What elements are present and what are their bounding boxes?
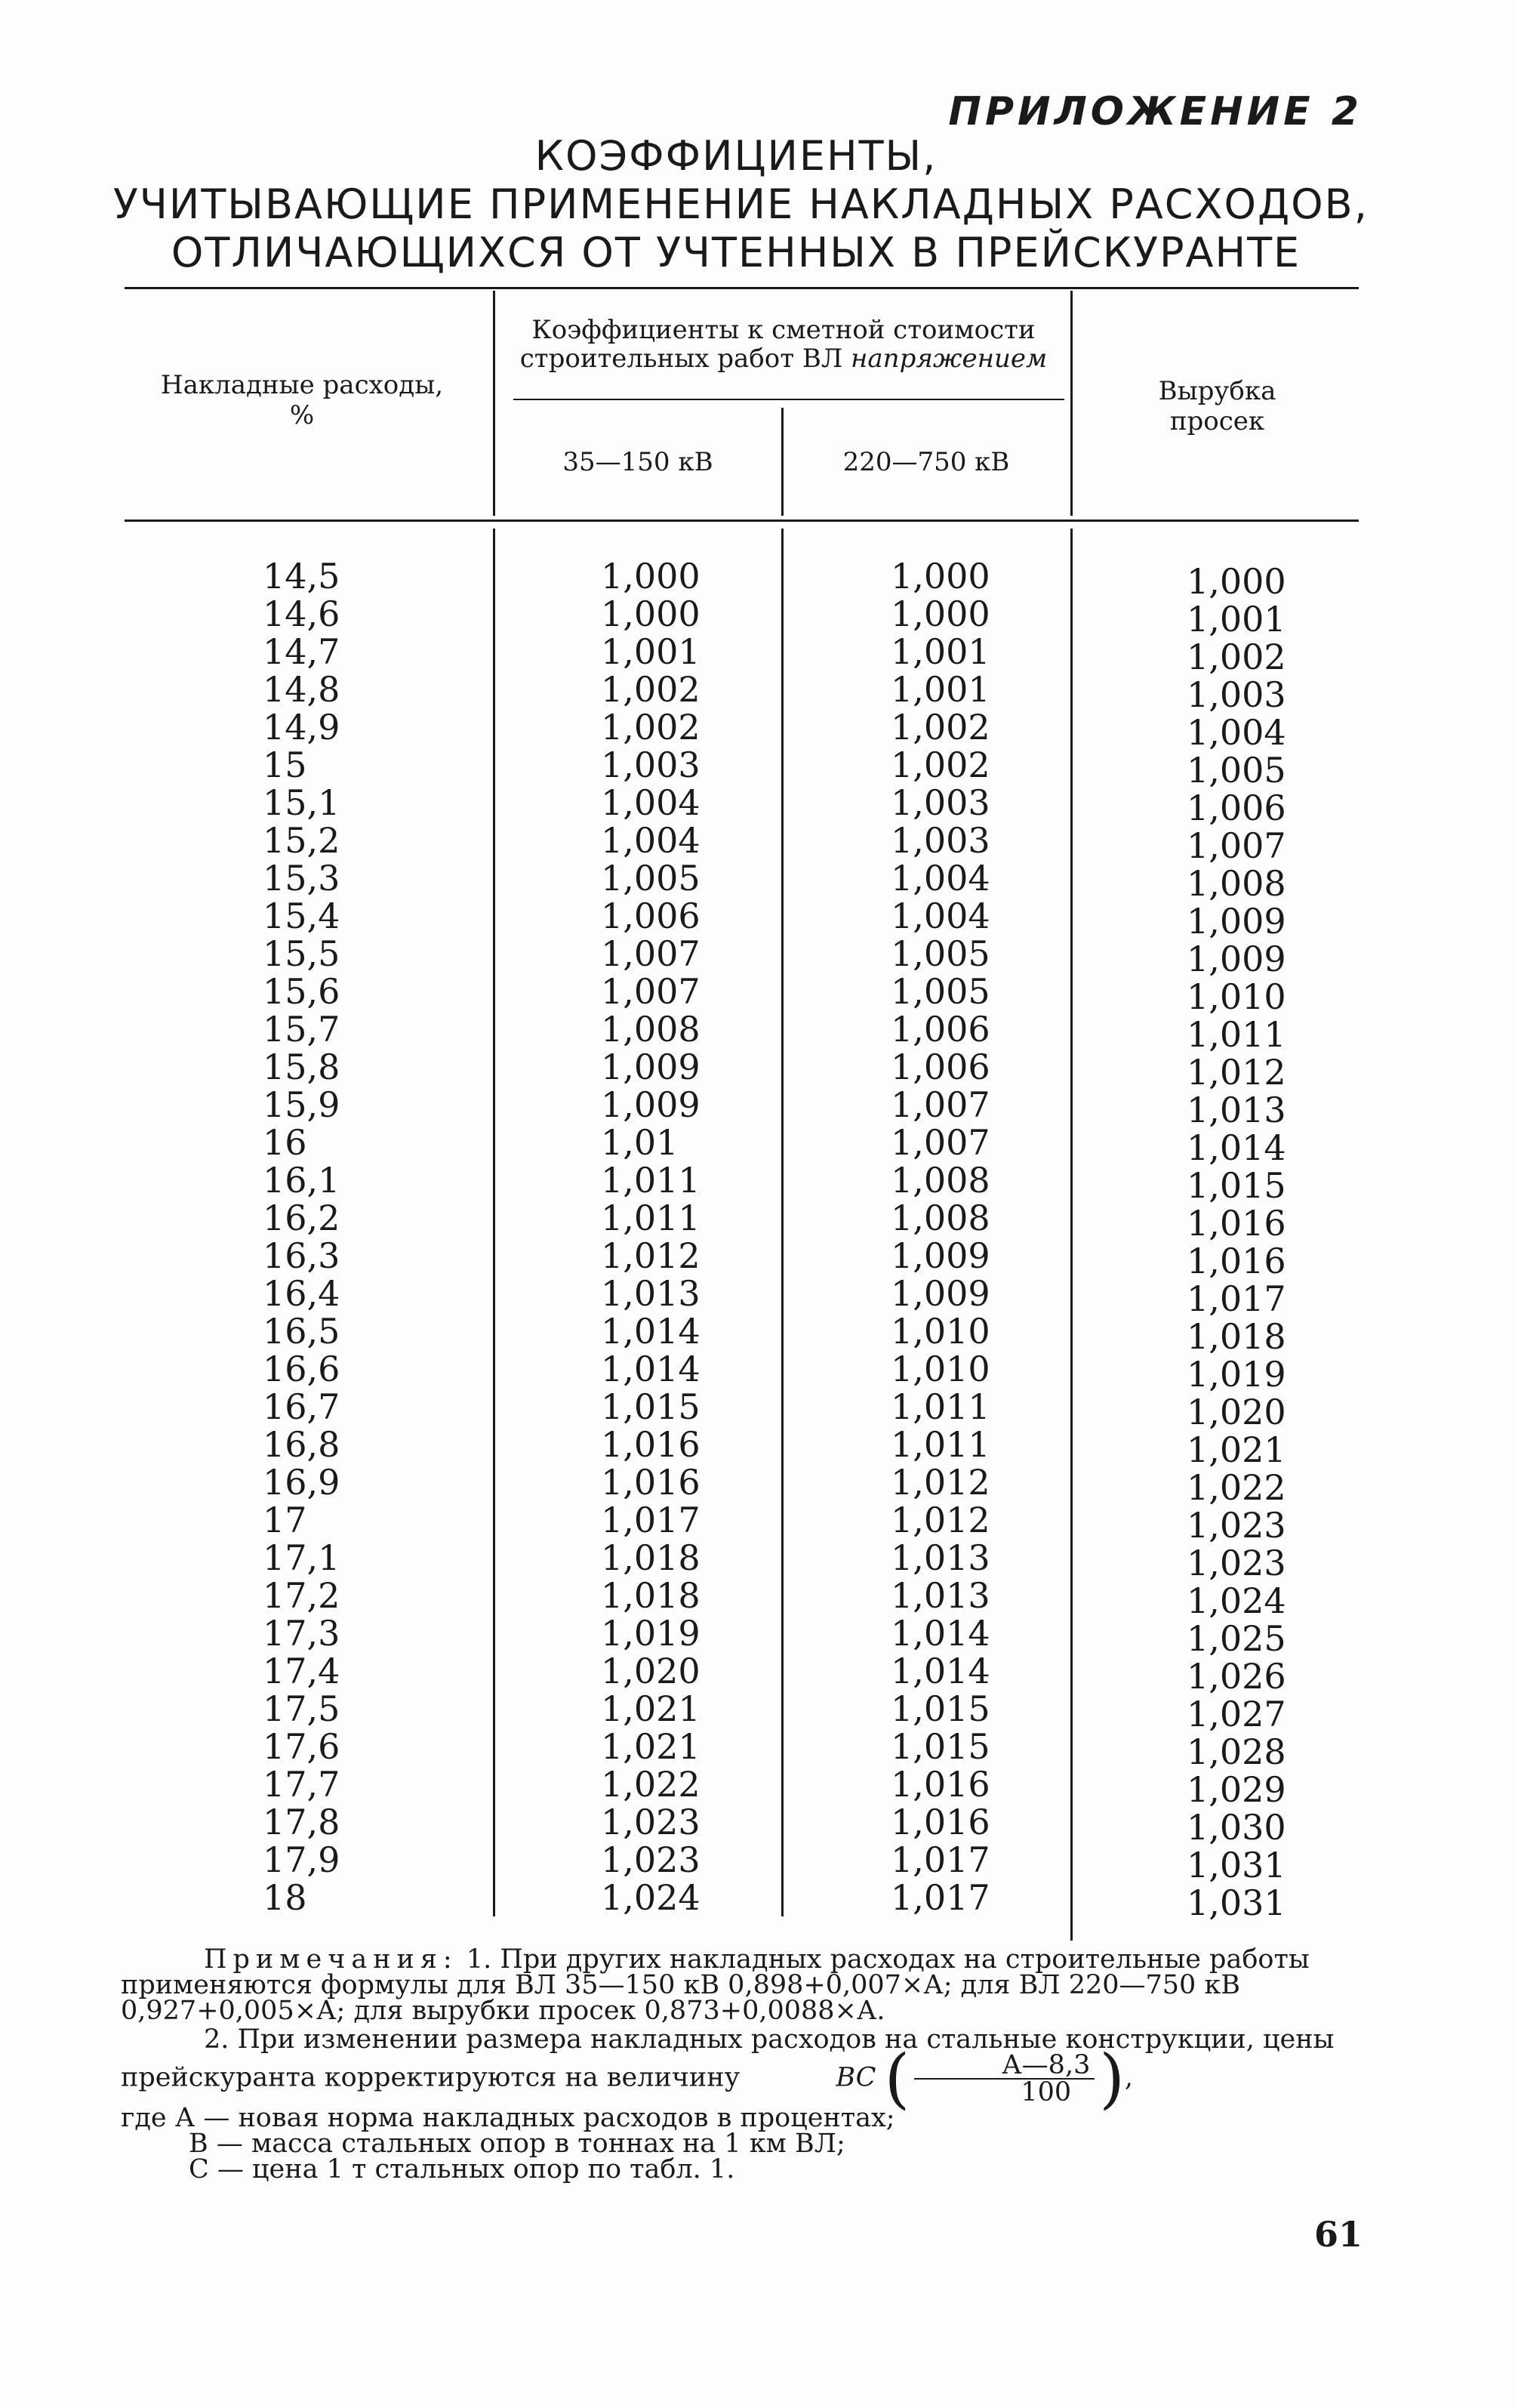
- coef-220-750-cell: 1,004: [891, 896, 990, 936]
- coef-35-150-cell: 1,019: [601, 1613, 701, 1654]
- coef-220-750-cell: 1,009: [891, 1235, 990, 1276]
- overhead-cell: 16,7: [263, 1386, 340, 1427]
- clearing-cell: 1,005: [1187, 750, 1286, 791]
- overhead-cell: 16,3: [263, 1235, 340, 1276]
- clearing-cell: 1,029: [1187, 1769, 1286, 1810]
- header-35-150: 35—150 кВ: [562, 447, 713, 477]
- coef-35-150-cell: 1,014: [601, 1349, 701, 1389]
- coef-35-150-cell: 1,001: [601, 631, 701, 672]
- overhead-cell: 16,6: [263, 1349, 340, 1389]
- coef-35-150-cell: 1,023: [601, 1802, 701, 1842]
- clearing-cell: 1,011: [1187, 1014, 1286, 1055]
- clearing-cell: 1,009: [1187, 939, 1286, 979]
- coef-35-150-cell: 1,016: [601, 1462, 701, 1503]
- coef-35-150-cell: 1,011: [601, 1198, 701, 1238]
- coef-220-750-cell: 1,017: [891, 1839, 990, 1880]
- correction-formula: BC ( $\frac{А—8,3}{100}$ ),: [836, 2041, 1134, 2117]
- clearing-cell: 1,018: [1187, 1316, 1286, 1357]
- coef-35-150-cell: 1,01: [601, 1122, 679, 1163]
- coef-220-750-cell: 1,001: [891, 631, 990, 672]
- overhead-cell: 17,3: [263, 1613, 340, 1654]
- coef-220-750-cell: 1,006: [891, 1047, 990, 1087]
- clearing-cell: 1,030: [1187, 1807, 1286, 1848]
- overhead-cell: 17,1: [263, 1537, 340, 1578]
- note-1: 1. При других накладных расходах на строительные работы применяются формулы для ВЛ 35—150 кВ 0,898+0,007×А; для ВЛ 220—750 кВ 0,927+0,005×А; для вырубки просек 0,873+0,0088×А.: [121, 1944, 1310, 2026]
- coef-35-150-cell: 1,017: [601, 1500, 701, 1540]
- overhead-cell: 14,9: [263, 707, 340, 748]
- coef-220-750-cell: 1,006: [891, 1009, 990, 1050]
- overhead-cell: 14,5: [263, 556, 340, 597]
- column-divider-1-body: [493, 529, 495, 1916]
- overhead-cell: 16,8: [263, 1424, 340, 1465]
- header-coefficients: Коэффициенты к сметной стоимости строительных работ ВЛ напряжением: [519, 315, 1048, 374]
- header-220-750: 220—750 кВ: [842, 447, 1010, 477]
- coef-35-150-cell: 1,003: [601, 745, 701, 785]
- coef-220-750-cell: 1,015: [891, 1688, 990, 1729]
- coef-220-750-cell: 1,003: [891, 782, 990, 823]
- header-clearing: Вырубка просек: [1158, 376, 1276, 436]
- coef-35-150-cell: 1,002: [601, 707, 701, 748]
- coef-220-750-cell: 1,008: [891, 1198, 990, 1238]
- coef-220-750-cell: 1,010: [891, 1349, 990, 1389]
- overhead-cell: 16,4: [263, 1273, 340, 1314]
- column-divider-2-body: [781, 529, 784, 1916]
- coef-35-150-cell: 1,002: [601, 669, 701, 710]
- coef-220-750-cell: 1,000: [891, 556, 990, 597]
- title-line-3: ОТЛИЧАЮЩИХСЯ ОТ УЧТЕННЫХ В ПРЕЙСКУРАНТЕ: [171, 229, 1301, 276]
- table-top-rule: [125, 287, 1359, 289]
- overhead-cell: 17,8: [263, 1802, 340, 1842]
- coef-35-150-cell: 1,000: [601, 556, 701, 597]
- coef-220-750-cell: 1,005: [891, 933, 990, 974]
- column-divider-3: [781, 408, 784, 516]
- clearing-cell: 1,009: [1187, 901, 1286, 942]
- overhead-cell: 17,4: [263, 1651, 340, 1691]
- overhead-cell: 15,4: [263, 896, 340, 936]
- coef-35-150-cell: 1,006: [601, 896, 701, 936]
- coef-220-750-cell: 1,011: [891, 1424, 990, 1465]
- column-overhead: [263, 557, 340, 1916]
- coef-35-150-cell: 1,004: [601, 820, 701, 861]
- coef-35-150-cell: 1,014: [601, 1311, 701, 1352]
- appendix-label: ПРИЛОЖЕНИЕ 2: [948, 89, 1363, 134]
- overhead-cell: 16,9: [263, 1462, 340, 1503]
- coef-35-150-cell: 1,012: [601, 1235, 701, 1276]
- clearing-cell: 1,020: [1187, 1392, 1286, 1432]
- header-bottom-rule: [125, 520, 1359, 522]
- coef-35-150-cell: 1,023: [601, 1839, 701, 1880]
- clearing-cell: 1,024: [1187, 1580, 1286, 1621]
- coef-220-750-cell: 1,007: [891, 1122, 990, 1163]
- column-clearing: [1187, 563, 1286, 1922]
- coef-35-150-cell: 1,015: [601, 1386, 701, 1427]
- coef-35-150-cell: 1,007: [601, 933, 701, 974]
- clearing-cell: 1,015: [1187, 1165, 1286, 1206]
- overhead-cell: 15,2: [263, 820, 340, 861]
- legend-a: где А — новая норма накладных расходов в процентах;: [121, 2103, 895, 2133]
- clearing-cell: 1,028: [1187, 1731, 1286, 1772]
- clearing-cell: 1,023: [1187, 1505, 1286, 1546]
- coef-35-150-cell: 1,021: [601, 1726, 701, 1767]
- coef-220-750-cell: 1,010: [891, 1311, 990, 1352]
- overhead-cell: 16: [263, 1122, 307, 1163]
- coef-220-750-cell: 1,016: [891, 1802, 990, 1842]
- clearing-cell: 1,014: [1187, 1127, 1286, 1168]
- coef-220-750-cell: 1,005: [891, 971, 990, 1012]
- clearing-cell: 1,027: [1187, 1694, 1286, 1734]
- clearing-cell: 1,006: [1187, 788, 1286, 828]
- clearing-cell: 1,031: [1187, 1845, 1286, 1885]
- clearing-cell: 1,008: [1187, 863, 1286, 904]
- overhead-cell: 15,1: [263, 782, 340, 823]
- column-divider-3-body: [1070, 529, 1073, 1941]
- overhead-cell: 17: [263, 1500, 307, 1540]
- coef-220-750-cell: 1,011: [891, 1386, 990, 1427]
- coef-220-750-cell: 1,014: [891, 1613, 990, 1654]
- coef-35-150-cell: 1,004: [601, 782, 701, 823]
- clearing-cell: 1,003: [1187, 674, 1286, 715]
- overhead-cell: 15,6: [263, 971, 340, 1012]
- clearing-cell: 1,025: [1187, 1618, 1286, 1659]
- notes-label: Примечания:: [204, 1944, 458, 1975]
- column-35-150: [601, 557, 701, 1916]
- coef-35-150-cell: 1,018: [601, 1537, 701, 1578]
- coef-35-150-cell: 1,018: [601, 1575, 701, 1616]
- clearing-cell: 1,026: [1187, 1656, 1286, 1697]
- overhead-cell: 17,9: [263, 1839, 340, 1880]
- clearing-cell: 1,016: [1187, 1241, 1286, 1281]
- title-line-1: КОЭФФИЦИЕНТЫ,: [534, 132, 938, 180]
- coef-220-750-cell: 1,001: [891, 669, 990, 710]
- column-divider-2: [1070, 291, 1073, 516]
- column-divider-1: [493, 291, 495, 516]
- coef-220-750-cell: 1,012: [891, 1462, 990, 1503]
- overhead-cell: 15,5: [263, 933, 340, 974]
- overhead-cell: 14,6: [263, 594, 340, 634]
- coef-35-150-cell: 1,016: [601, 1424, 701, 1465]
- legend-b: В — масса стальных опор в тоннах на 1 км ВЛ;: [189, 2129, 845, 2159]
- coef-35-150-cell: 1,007: [601, 971, 701, 1012]
- coef-35-150-cell: 1,022: [601, 1764, 701, 1805]
- coef-220-750-cell: 1,009: [891, 1273, 990, 1314]
- clearing-cell: 1,022: [1187, 1467, 1286, 1508]
- title-line-2: УЧИТЫВАЮЩИЕ ПРИМЕНЕНИЕ НАКЛАДНЫХ РАСХОДОВ,: [113, 180, 1369, 228]
- coef-220-750-cell: 1,016: [891, 1764, 990, 1805]
- coef-35-150-cell: 1,021: [601, 1688, 701, 1729]
- coef-220-750-cell: 1,008: [891, 1160, 990, 1201]
- column-220-750: [891, 557, 990, 1916]
- overhead-cell: 14,7: [263, 631, 340, 672]
- clearing-cell: 1,031: [1187, 1882, 1286, 1923]
- overhead-cell: 15: [263, 745, 307, 785]
- coef-220-750-cell: 1,015: [891, 1726, 990, 1767]
- clearing-cell: 1,010: [1187, 976, 1286, 1017]
- clearing-cell: 1,016: [1187, 1203, 1286, 1244]
- coef-35-150-cell: 1,005: [601, 858, 701, 899]
- clearing-cell: 1,021: [1187, 1429, 1286, 1470]
- overhead-cell: 15,3: [263, 858, 340, 899]
- overhead-cell: 17,6: [263, 1726, 340, 1767]
- subheader-rule: [513, 399, 1064, 400]
- overhead-cell: 17,7: [263, 1764, 340, 1805]
- coef-220-750-cell: 1,013: [891, 1537, 990, 1578]
- coef-35-150-cell: 1,009: [601, 1084, 701, 1125]
- clearing-cell: 1,017: [1187, 1278, 1286, 1319]
- coef-35-150-cell: 1,013: [601, 1273, 701, 1314]
- clearing-cell: 1,023: [1187, 1543, 1286, 1583]
- coef-35-150-cell: 1,020: [601, 1651, 701, 1691]
- overhead-cell: 16,2: [263, 1198, 340, 1238]
- overhead-cell: 16,5: [263, 1311, 340, 1352]
- overhead-cell: 14,8: [263, 669, 340, 710]
- coef-220-750-cell: 1,013: [891, 1575, 990, 1616]
- coef-220-750-cell: 1,004: [891, 858, 990, 899]
- clearing-cell: 1,004: [1187, 712, 1286, 753]
- coef-220-750-cell: 1,014: [891, 1651, 990, 1691]
- overhead-cell: 16,1: [263, 1160, 340, 1201]
- clearing-cell: 1,019: [1187, 1354, 1286, 1395]
- clearing-cell: 1,000: [1187, 561, 1286, 602]
- header-overhead: Накладные расходы, %: [160, 370, 444, 430]
- page-number: 61: [1313, 2214, 1363, 2255]
- coef-35-150-cell: 1,011: [601, 1160, 701, 1201]
- coef-220-750-cell: 1,012: [891, 1500, 990, 1540]
- coef-220-750-cell: 1,007: [891, 1084, 990, 1125]
- clearing-cell: 1,002: [1187, 637, 1286, 677]
- coef-220-750-cell: 1,002: [891, 745, 990, 785]
- coef-220-750-cell: 1,003: [891, 820, 990, 861]
- coef-35-150-cell: 1,009: [601, 1047, 701, 1087]
- clearing-cell: 1,007: [1187, 825, 1286, 866]
- note-2: 2. При изменении размера накладных расходов на стальные конструкции, цены прейскуранта корректируются на величину: [121, 2024, 1335, 2093]
- overhead-cell: 17,5: [263, 1688, 340, 1729]
- coef-220-750-cell: 1,000: [891, 594, 990, 634]
- notes-section: [121, 1944, 1366, 2184]
- coef-220-750-cell: 1,002: [891, 707, 990, 748]
- overhead-cell: 15,9: [263, 1084, 340, 1125]
- overhead-cell: 17,2: [263, 1575, 340, 1616]
- coef-35-150-cell: 1,008: [601, 1009, 701, 1050]
- coef-220-750-cell: 1,017: [891, 1877, 990, 1918]
- coef-35-150-cell: 1,024: [601, 1877, 701, 1918]
- overhead-cell: 18: [263, 1877, 307, 1918]
- overhead-cell: 15,8: [263, 1047, 340, 1087]
- coef-35-150-cell: 1,000: [601, 594, 701, 634]
- clearing-cell: 1,001: [1187, 599, 1286, 640]
- clearing-cell: 1,012: [1187, 1052, 1286, 1093]
- overhead-cell: 15,7: [263, 1009, 340, 1050]
- legend-c: С — цена 1 т стальных опор по табл. 1.: [189, 2154, 735, 2184]
- page-title: [113, 132, 1369, 277]
- clearing-cell: 1,013: [1187, 1090, 1286, 1130]
